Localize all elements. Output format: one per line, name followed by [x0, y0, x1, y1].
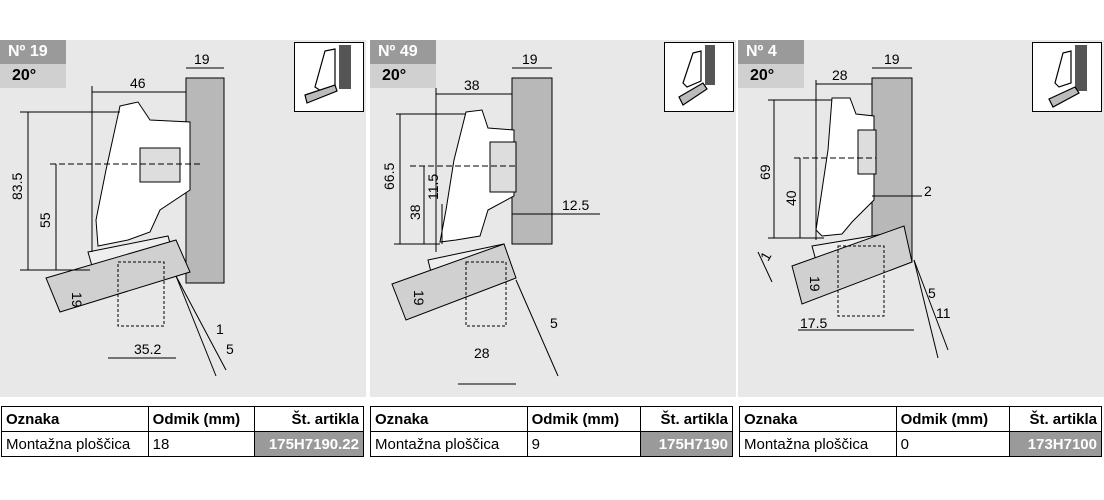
dim-inner: 38 [407, 204, 423, 220]
hinge-panel-49 [370, 40, 736, 397]
dim-bottom: 28 [474, 345, 490, 361]
row-article: 175H7190 [641, 432, 733, 457]
hinge-number-badge: Nº 4 [738, 40, 804, 64]
dim-inner: 55 [37, 212, 53, 228]
dim-small: 11.5 [425, 173, 441, 200]
col-offset: Odmik (mm) [896, 407, 1009, 432]
dim-right: 12.5 [562, 197, 590, 213]
hinge-drawing [738, 40, 1104, 397]
dim-d2: 5 [550, 315, 558, 331]
dim-inner: 40 [783, 190, 799, 206]
spec-table-19 [1, 406, 364, 457]
spec-table-4 [739, 406, 1102, 457]
col-article: Št. artikla [1010, 407, 1102, 432]
dim-top-width: 46 [130, 75, 146, 91]
dim-plate: 19 [194, 51, 210, 67]
dim-d1: 1 [216, 321, 224, 337]
row-offset: 9 [527, 432, 640, 457]
spec-table-49 [370, 406, 733, 457]
col-article: Št. artikla [641, 407, 733, 432]
col-designation: Oznaka [371, 407, 528, 432]
row-offset: 0 [896, 432, 1009, 457]
dim-plate: 19 [522, 51, 538, 67]
row-label: Montažna ploščica [371, 432, 528, 457]
dim-right: 2 [924, 183, 932, 199]
dim-height: 69 [757, 164, 773, 180]
hinge-number-badge: Nº 19 [0, 40, 66, 64]
dim-d2: 5 [928, 285, 936, 301]
angle-badge: 20° [370, 64, 436, 88]
dim-height: 66.5 [381, 162, 397, 190]
dim-side: 19 [807, 276, 823, 292]
angle-badge: 20° [738, 64, 804, 88]
row-article: 175H7190.22 [254, 432, 363, 457]
dim-d2: 5 [226, 341, 234, 357]
row-offset: 18 [148, 432, 254, 457]
angle-badge: 20° [0, 64, 66, 88]
row-article: 173H7100 [1010, 432, 1102, 457]
dim-bottom: 35.2 [134, 341, 162, 357]
hinge-panel-4 [738, 40, 1104, 397]
row-label: Montažna ploščica [740, 432, 897, 457]
dim-side: 19 [69, 292, 85, 308]
col-designation: Oznaka [740, 407, 897, 432]
row-label: Montažna ploščica [2, 432, 149, 457]
hinge-drawing [0, 40, 366, 397]
dim-top-width: 28 [832, 67, 848, 83]
col-designation: Oznaka [2, 407, 149, 432]
dim-side: 19 [411, 290, 427, 306]
dim-height: 83.5 [9, 172, 25, 200]
col-article: Št. artikla [254, 407, 363, 432]
col-offset: Odmik (mm) [148, 407, 254, 432]
hinge-drawing [370, 40, 736, 397]
col-offset: Odmik (mm) [527, 407, 640, 432]
hinge-number-badge: Nº 49 [370, 40, 436, 64]
dim-top-width: 38 [464, 77, 480, 93]
dim-plate: 19 [884, 51, 900, 67]
dim-d3: 11 [936, 305, 951, 321]
hinge-panel-19 [0, 40, 366, 397]
dim-bottom: 17.5 [800, 315, 828, 331]
dim-left: 1 [756, 248, 775, 264]
